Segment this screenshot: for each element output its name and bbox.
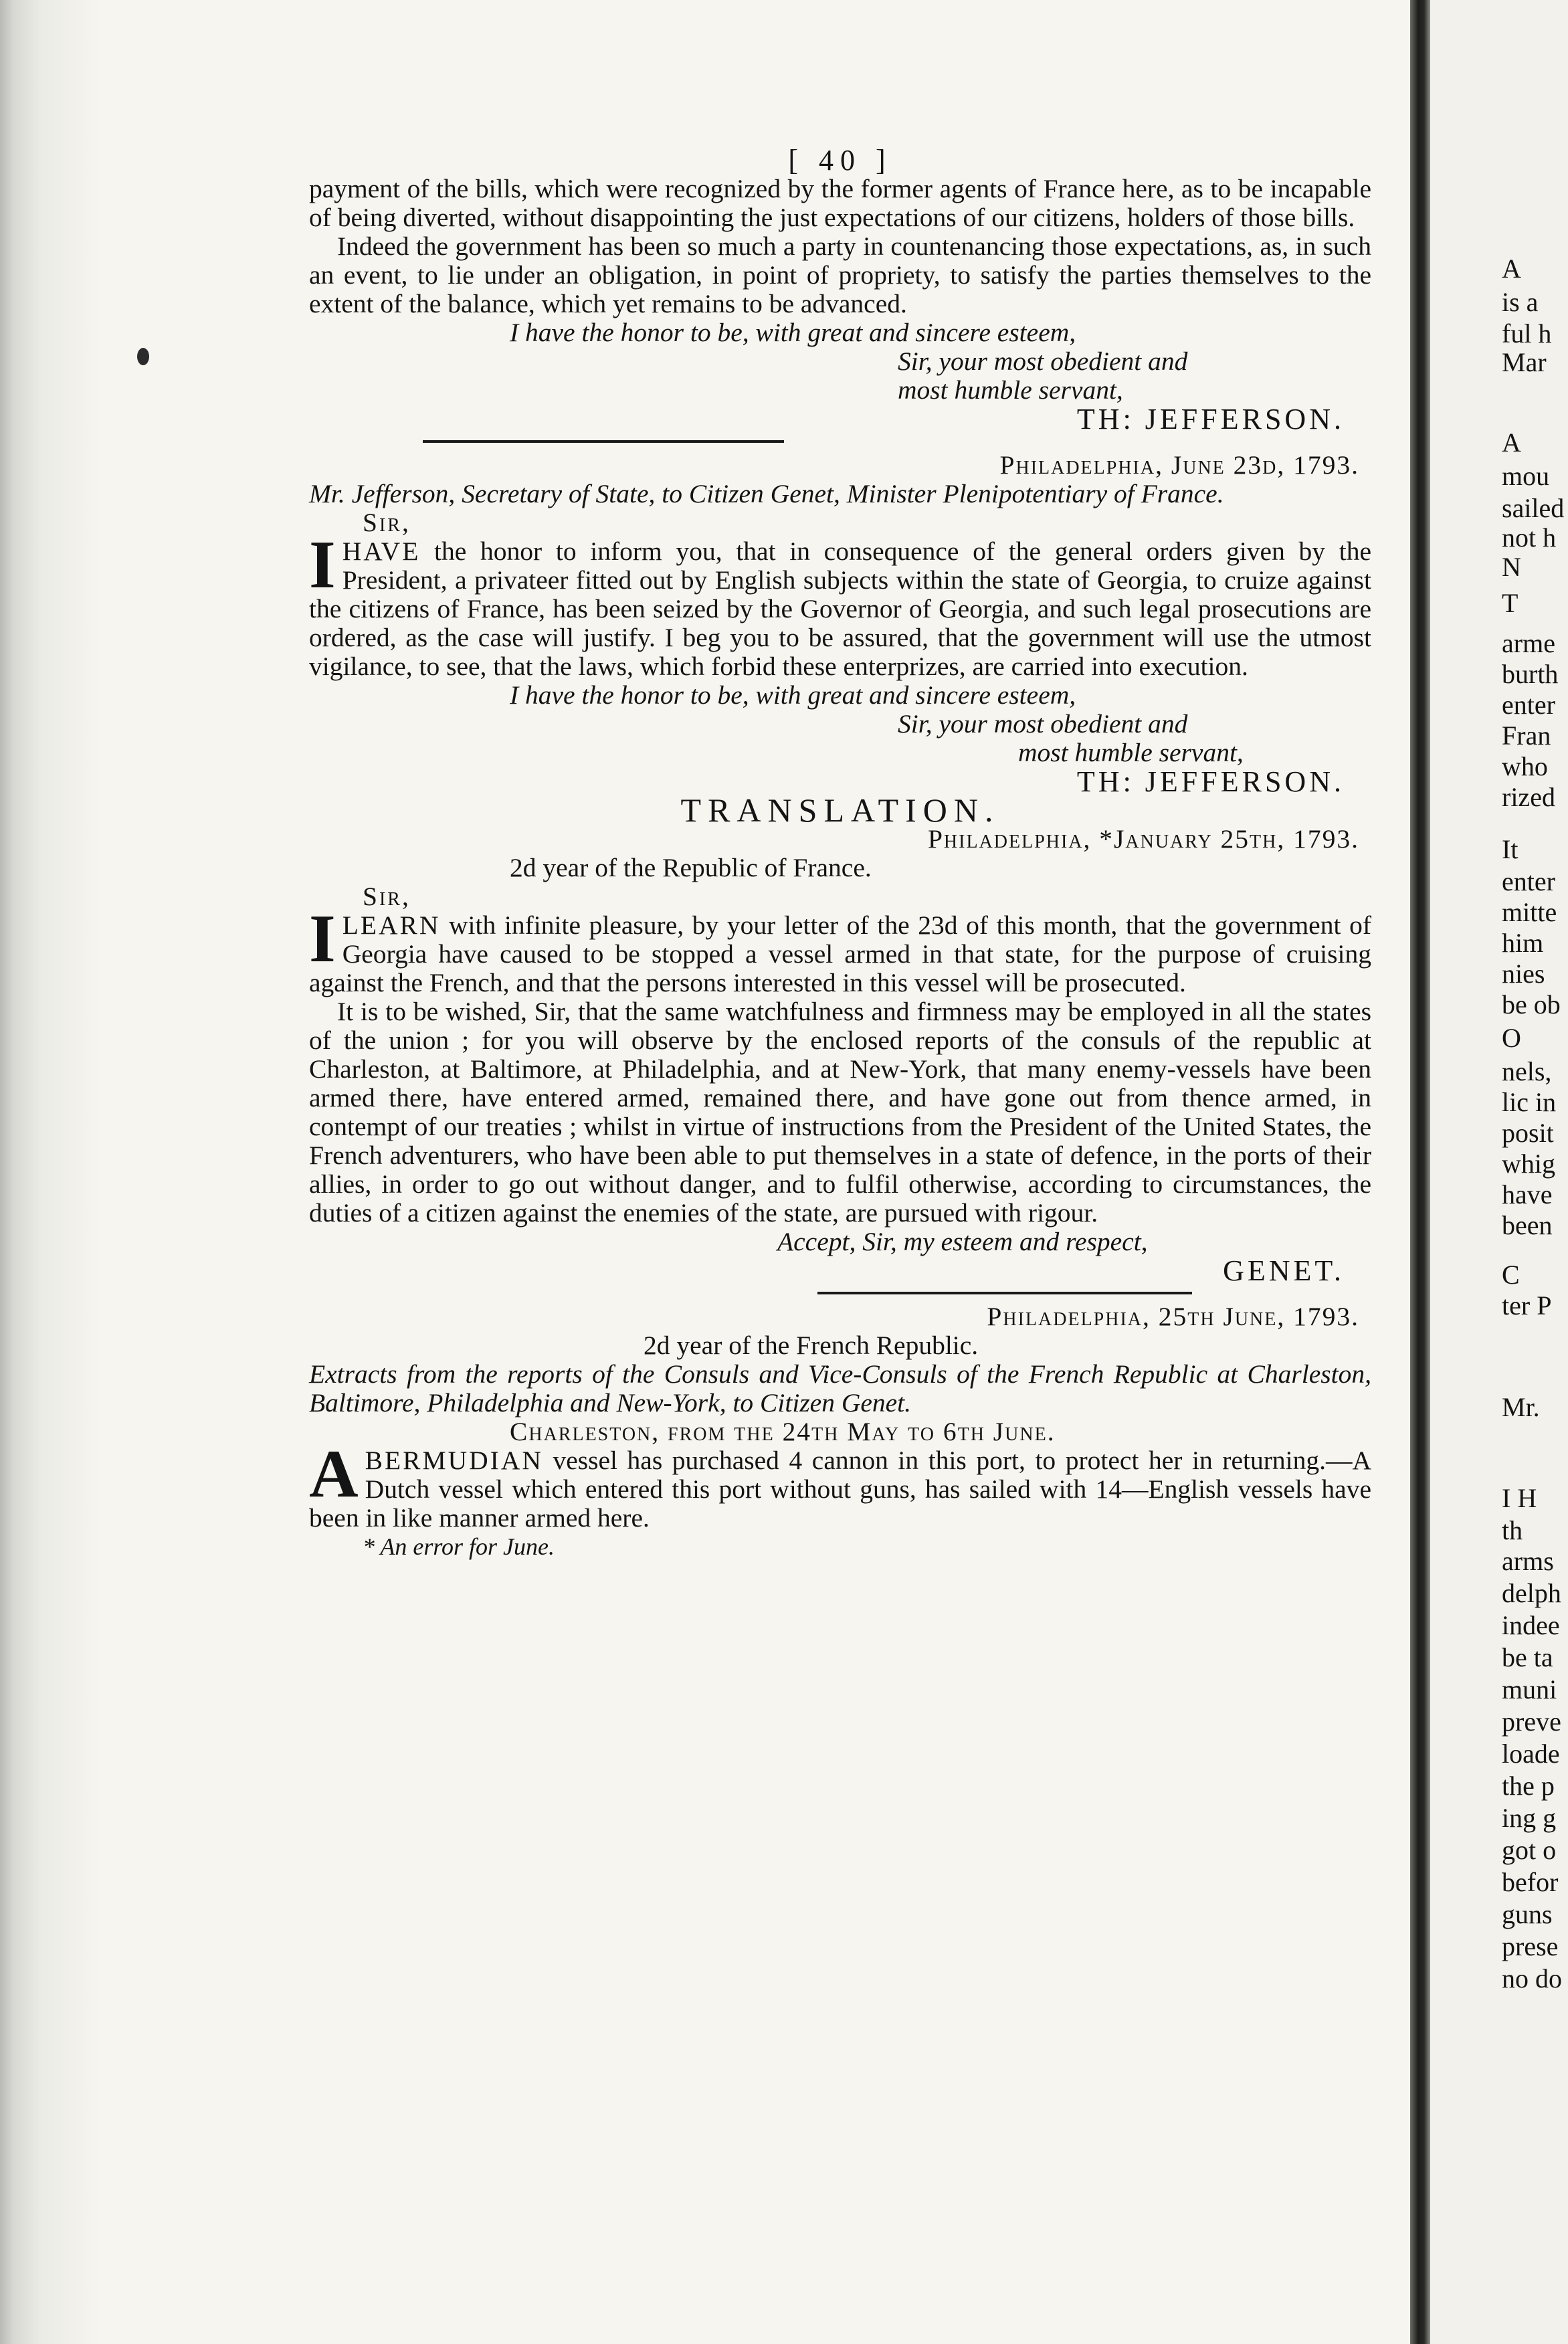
facing-page-fragment: arms (1502, 1546, 1554, 1576)
facing-page-fragment: A (1502, 427, 1521, 458)
extracts-dateline: Philadelphia, 25th June, 1793. (987, 1302, 1359, 1331)
facing-page-fragment: Fran (1502, 720, 1551, 751)
translation-title: TRANSLATION. (680, 791, 1000, 829)
facing-page-fragment: I H (1502, 1483, 1537, 1513)
letter1-closing: I have the honor to be, with great and sincere esteem, (510, 318, 1076, 347)
letter2-dropcap: I (309, 527, 336, 603)
facing-page-fragment: th (1502, 1515, 1523, 1545)
translation-signature: GENET. (1223, 1254, 1345, 1287)
facing-page-fragment: Mr. (1502, 1392, 1540, 1422)
facing-page-fragment: mitte (1502, 897, 1557, 927)
facing-page-fragment: be ob (1502, 989, 1561, 1019)
facing-page-fragment: muni (1502, 1674, 1557, 1704)
translation-closing: Accept, Sir, my esteem and respect, (777, 1227, 1148, 1256)
book-gutter (1410, 0, 1430, 2344)
facing-page-fragment: It (1502, 834, 1518, 864)
continuation-paragraph-2: Indeed the government has been so much a party in countenancing those expectations, as, in such an event, to lie under an obligation, in point of propriety, to satisfy the parties themselves to the extent of the balance, which yet remains to be advanced. (309, 231, 1371, 318)
ink-spot (137, 348, 149, 365)
facing-page-fragment: the p (1502, 1771, 1555, 1801)
facing-page-fragment: whig (1502, 1149, 1555, 1179)
facing-page-fragment: guns (1502, 1899, 1553, 1929)
facing-page-fragment: arme (1502, 628, 1555, 658)
facing-page-fragment: C (1502, 1260, 1520, 1290)
letter2-heading: Mr. Jefferson, Secretary of State, to Citizen Genet, Minister Plenipotentiary of France. (309, 479, 1224, 508)
section-divider (423, 440, 784, 443)
translation-body (309, 901, 1371, 997)
facing-page-fragment: sailed (1502, 493, 1565, 523)
translation-dropcap: I (309, 901, 336, 977)
facing-page-fragment: prese (1502, 1931, 1559, 1961)
facing-page-fragment: delph (1502, 1578, 1561, 1608)
extracts-lead: BERMUDIAN (365, 1446, 543, 1475)
facing-page-fragment: posit (1502, 1118, 1554, 1148)
letter2-body (309, 527, 1371, 681)
translation-paragraph-2: It is to be wished, Sir, that the same watchfulness and firmness may be employed in all the states of the union ; for you will observe by the enclosed reports of the consuls of the republic at Charleston, at Baltimore, at Philadelphia, and at New-York, that many enemy-vessels have been armed there, have entered armed, remained there, and have gone out from thence armed, in contempt of our treaties ; whilst in virtue of instructions from the President of the United States, the French adventurers, who have been able to put themselves in a state of defence, in the ports of their allies, in order to go out without danger, and to fulfil otherwise, according to circumstances, the duties of a citizen against the enemies of the state, are pursued with rigour. (309, 997, 1371, 1228)
facing-page-fragment: mou (1502, 461, 1550, 491)
letter2-closing-line3: most humble servant, (1018, 738, 1244, 767)
facing-page-fragment: him (1502, 928, 1544, 958)
page-number: [ 40 ] (788, 144, 892, 177)
facing-page-fragment: got o (1502, 1835, 1557, 1865)
continuation-paragraph: payment of the bills, which were recognized by the former agents of France here, as to be incapable of being diverted, without disappointing the just expectations of our citizens, holders of those bills. (309, 174, 1371, 232)
section-divider-2 (817, 1292, 1192, 1294)
translation-subline: 2d year of the Republic of France. (510, 853, 872, 882)
text-column (309, 146, 1371, 1561)
extracts-dropcap: A (309, 1436, 359, 1512)
facing-page-fragment: not h (1502, 522, 1557, 553)
facing-page-fragment: ter P (1502, 1290, 1552, 1321)
translation-body-text: with infinite pleasure, by your letter of the 23d of this month, that the government of Georgia have caused to be stopped a vessel armed in that state, for the purpose of cruising against the French, and that the persons interested in this vessel will be prosecuted. (309, 910, 1371, 997)
facing-page-fragment: who (1502, 751, 1548, 781)
facing-page-fragment: preve (1502, 1706, 1561, 1737)
letter1-closing-line2: Sir, your most obedient and (898, 347, 1188, 376)
extracts-heading: Extracts from the reports of the Consuls and Vice-Consuls of the French Republic at Charleston, Baltimore, Philadelphia and New-York, to Citizen Genet. (309, 1359, 1371, 1418)
facing-page-fragment: loade (1502, 1739, 1560, 1769)
letter2-lead: HAVE (342, 536, 421, 566)
letter2-body-text: the honor to inform you, that in consequence of the general orders given by the President, a privateer fitted out by English subjects within the state of Georgia, to cruize against the citizens of France, has been seized by the Governor of Georgia, and such legal prosecutions are ordered, as the case will justify. I beg you to be assured, that the government will use the utmost vigilance, to see, that the laws, which forbid these enterprizes, are carried into execution. (309, 536, 1371, 681)
facing-page-fragment: enter (1502, 866, 1555, 896)
facing-page-fragment: been (1502, 1210, 1553, 1240)
facing-page-fragment: N (1502, 552, 1521, 582)
facing-page-fragment: enter (1502, 690, 1555, 720)
facing-page-fragment: O (1502, 1023, 1521, 1053)
letter1-closing-line3: most humble servant, (898, 375, 1123, 405)
facing-page-fragment: rized (1502, 782, 1555, 812)
facing-page-fragment: nels, (1502, 1056, 1552, 1086)
translation-dateline: Philadelphia, *January 25th, 1793. (927, 824, 1359, 854)
facing-page-fragment: have (1502, 1179, 1553, 1209)
facing-page-fragment: burth (1502, 659, 1559, 689)
facing-page-fragment: ing g (1502, 1803, 1557, 1833)
facing-page-fragment: no do (1502, 1963, 1562, 1993)
facing-page-fragment: nies (1502, 959, 1545, 989)
translation-lead: LEARN (342, 910, 441, 940)
extracts-place: Charleston, from the 24th May to 6th June. (510, 1417, 1056, 1446)
extracts-subline: 2d year of the French Republic. (644, 1331, 979, 1360)
letter2-closing: I have the honor to be, with great and sincere esteem, (510, 680, 1076, 710)
facing-page-fragment: be ta (1502, 1642, 1553, 1672)
facing-page-fragment: lic in (1502, 1087, 1557, 1117)
extracts-body (309, 1436, 1371, 1533)
translation-salutation: Sir, (363, 882, 411, 911)
letter2-salutation: Sir, (363, 508, 411, 537)
page-edge-shadow (0, 0, 100, 2344)
letter2-signature: TH: JEFFERSON. (1076, 765, 1345, 798)
extracts-body-text: vessel has purchased 4 cannon in this port, to protect her in returning.—A Dutch vessel which entered this port without guns, has sailed with 14—English vessels have been in like manner armed here. (309, 1446, 1371, 1533)
letter2-dateline: Philadelphia, June 23d, 1793. (999, 450, 1359, 480)
facing-page-fragment: is a (1502, 287, 1539, 317)
footnote: * An error for June. (363, 1533, 555, 1560)
facing-page-fragment: A (1502, 254, 1521, 284)
letter2-closing-line2: Sir, your most obedient and (898, 709, 1188, 739)
facing-page-fragment: Mar (1502, 347, 1547, 377)
facing-page-fragment: T (1502, 588, 1518, 618)
facing-page-fragment: indee (1502, 1610, 1560, 1640)
letter1-signature: TH: JEFFERSON. (1076, 403, 1345, 435)
facing-page-fragment: befor (1502, 1867, 1559, 1897)
facing-page-fragment: ful h (1502, 318, 1552, 349)
